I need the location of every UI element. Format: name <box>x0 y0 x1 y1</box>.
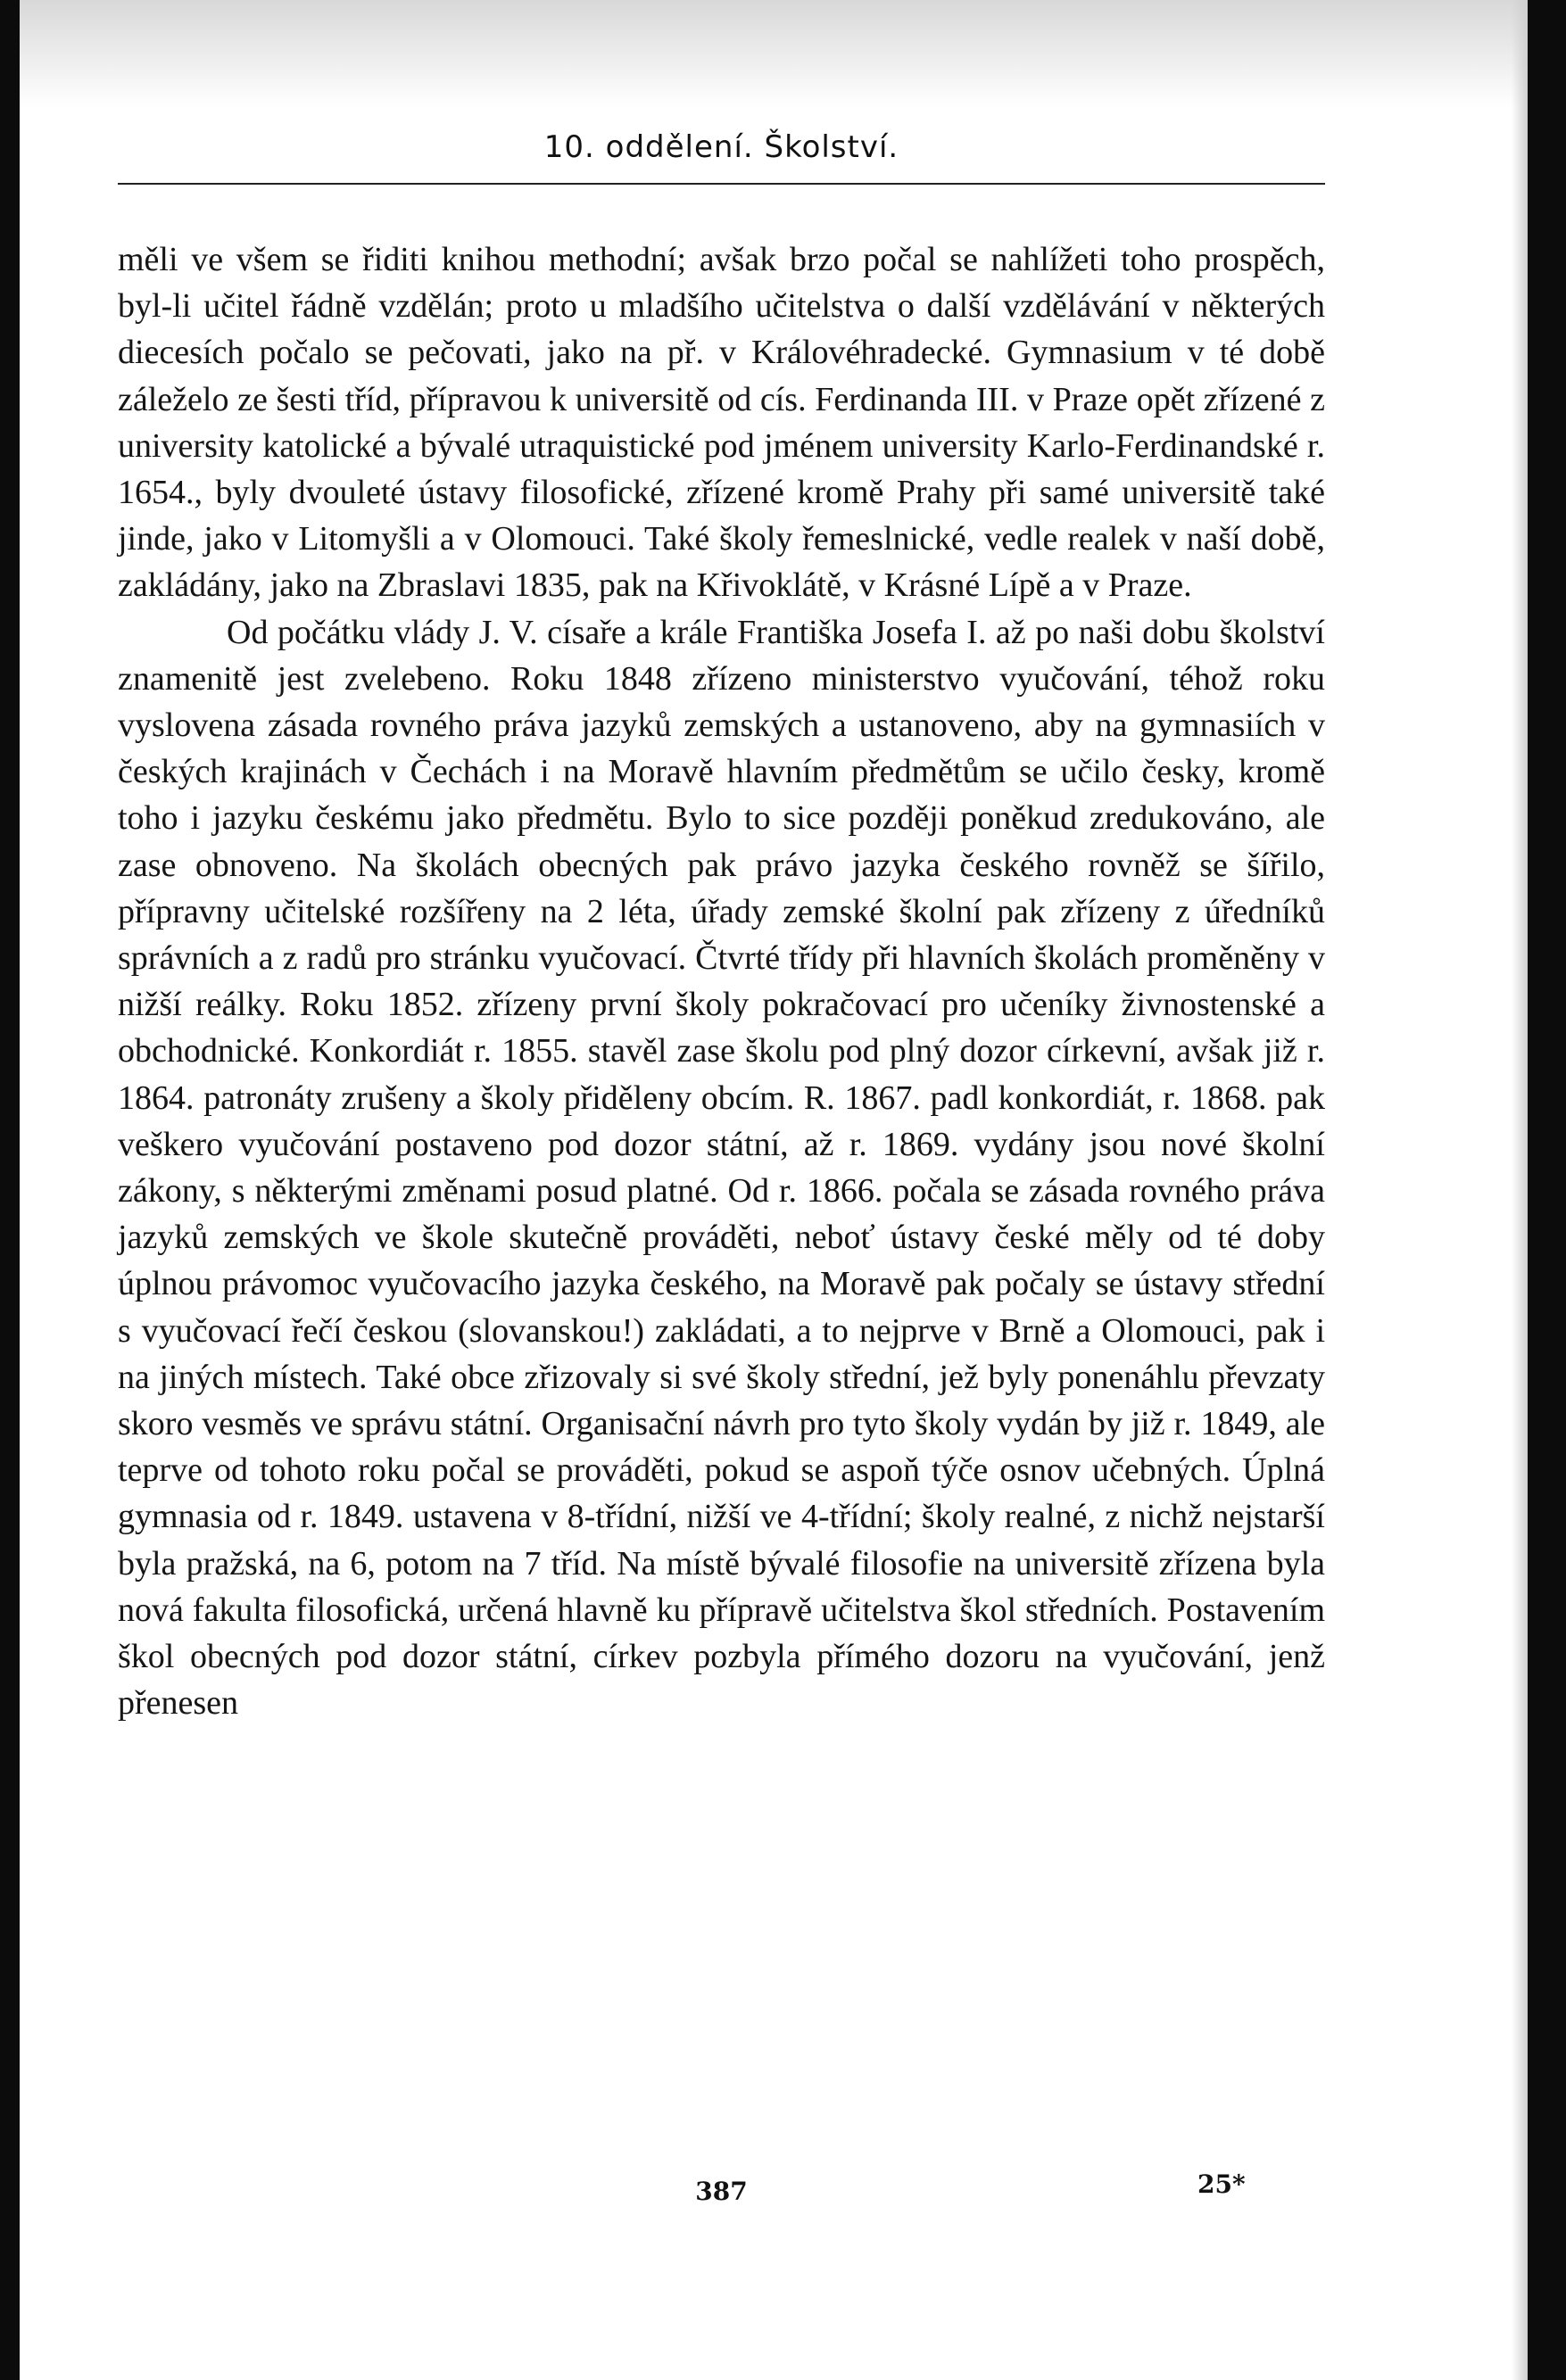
paragraph-2: Od počátku vlády J. V. císaře a krále Františka Josefa I. až po naši dobu školství znamenitě jest zvelebeno. Roku 1848 zřízeno ministerstvo vyučování, téhož roku vyslovena zásada rovného práva jazyků zemských a ustanoveno, aby na gymnasiích v českých krajinách v Čechách i na Moravě hlavním předmětům se učilo česky, kromě toho i jazyku českému jako předmětu. Bylo to sice později poněkud zredukováno, ale zase obnoveno. Na školách obecných pak právo jazyka českého rovněž se šířilo, přípravny učitelské rozšířeny na 2 léta, úřady zemské školní pak zřízeny z úředníků správních a z radů pro stránku vyučovací. Čtvrté třídy při hlavních školách proměněny v nižší reálky. Roku 1852. zřízeny první školy pokračovací pro učeníky živnostenské a obchodnické. Konkordiát r. 1855. stavěl zase školu pod plný dozor církevní, avšak již r. 1864. patronáty zrušeny a školy přiděleny obcím. R. 1867. padl konkordiát, r. 1868. pak veškero vyučování postaveno pod dozor státní, až r. 1869. vydány jsou nové školní zákony, s některými změnami posud platné. Od r. 1866. počala se zásada rovného práva jazyků zemských ve škole skutečně prováděti, neboť ústavy české měly od té doby úplnou právomoc vyučovacího jazyka českého, na Moravě pak počaly se ústavy střední s vyučovací řečí českou (slovanskou!) zakládati, a to nejprve v Brně a Olomouci, pak i na jiných místech. Také obce zřizovaly si své školy střední, jež byly ponenáhlu převzaty skoro vesměs ve správu státní. Organisační návrh pro tyto školy vydán by již r. 1849, ale teprve od tohoto roku počal se prováděti, pokud se aspoň týče osnov učebných. Úplná gymnasia od r. 1849. ustavena v 8-třídní, nižší ve 4-třídní; školy realné, z nichž nejstarší byla pražská, na 6, potom na 7 tříd. Na místě bývalé filosofie na universitě zřízena byla nová fakulta filosofická, určená hlavně ku přípravě učitelstva škol středních. Postavením škol obecných pod dozor státní, církev pozbyla přímého dozoru na vyučování, jenž přenesen <box>118 613 1325 1723</box>
scan-edge <box>1512 0 1528 2380</box>
page-number: 387 <box>695 2177 748 2206</box>
signature-mark: 25* <box>1197 2169 1246 2199</box>
running-head: 10. oddělení. Školství. <box>543 129 899 165</box>
book-page <box>20 0 1528 2380</box>
paragraph-1: měli ve všem se řiditi knihou methodní; avšak brzo počal se nahlížeti toho prospěch, byl-li učitel řádně vzdělán; proto u mladšího učitelstva o další vzdělávání v některých diecesích počalo se pečovati, jako na př. v Královéhradecké. Gymnasium v té době záleželo ze šesti tříd, přípravou k universitě od cís. Ferdinanda III. v Praze opět zřízené z university katolické a bývalé utraquistické pod jménem university Karlo-Ferdinandské r. 1654., byly dvouleté ústavy filosofické, zřízené kromě Prahy při samé universitě také jinde, jako v Litomyšli a v Olomouci. Také školy řemeslnické, vedle realek v naší době, zakládány, jako na Zbraslavi 1835, pak na Křivoklátě, v Krásné Lípě a v Praze. <box>118 241 1325 605</box>
scan-shadow <box>20 0 1528 107</box>
body-text <box>118 236 1325 1727</box>
header-rule <box>118 183 1325 185</box>
